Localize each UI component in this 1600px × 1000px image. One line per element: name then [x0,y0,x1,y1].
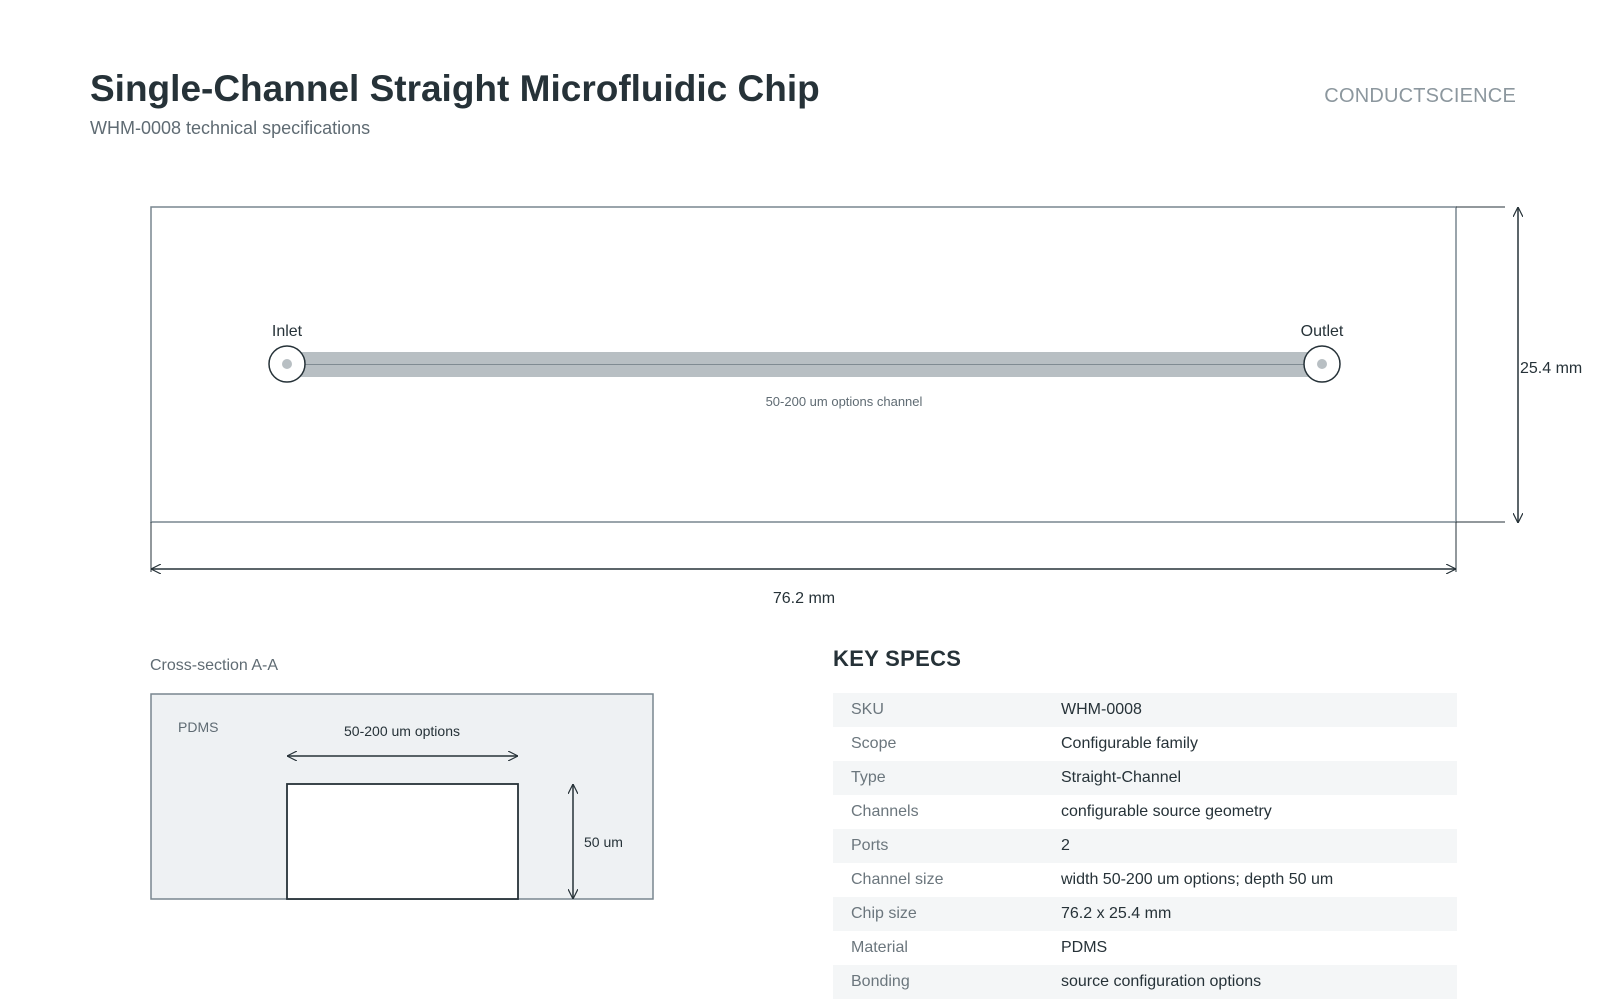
spec-value: Straight-Channel [1061,769,1182,786]
spec-label: Bonding [851,973,910,990]
specs-heading: KEY SPECS [833,646,962,671]
spec-row-sku [833,693,1457,727]
page-title: Single-Channel Straight Microfluidic Chip [90,68,820,109]
outlet-port [1304,346,1340,382]
spec-row-ports [833,829,1457,863]
spec-row-channels [833,795,1457,829]
spec-row-scope [833,727,1457,761]
spec-label: Ports [851,837,889,854]
specs-table [833,693,1457,999]
spec-label: Material [851,939,908,956]
height-dimension-label: 25.4 mm [1520,360,1583,377]
inlet-port [269,346,305,382]
spec-value: PDMS [1061,939,1108,956]
spec-value: width 50-200 um options; depth 50 um [1061,871,1334,888]
spec-row-bonding [833,965,1457,999]
channel-label: 50-200 um options channel [765,394,923,409]
inlet-label: Inlet [271,323,303,340]
pdms-label: PDMS [178,719,219,735]
cross-section-title: Cross-section A-A [150,657,279,674]
width-dimension-label: 76.2 mm [772,590,836,607]
spec-value: source configuration options [1061,973,1262,990]
page-subtitle: WHM-0008 technical specifications [90,118,371,138]
spec-label: Channel size [851,871,944,888]
spec-row-type [833,761,1457,795]
spec-label: Chip size [851,905,917,922]
cs-depth-label: 50 um [584,834,623,850]
spec-value: 2 [1061,837,1070,854]
spec-value: Configurable family [1061,735,1198,752]
spec-label: SKU [851,701,884,718]
spec-value: WHM-0008 [1061,701,1142,718]
channel-cross-section [287,784,518,899]
spec-label: Channels [851,803,919,820]
spec-value: configurable source geometry [1061,803,1272,820]
spec-label: Type [851,769,886,786]
brand-logo: CONDUCTSCIENCE [1324,85,1516,107]
spec-row-chip-size [833,897,1457,931]
cs-width-label: 50-200 um options [344,723,460,739]
spec-value: 76.2 x 25.4 mm [1061,905,1172,922]
spec-row-channel-size [833,863,1457,897]
spec-row-material [833,931,1457,965]
outlet-label: Outlet [1300,323,1344,340]
spec-label: Scope [851,735,897,752]
